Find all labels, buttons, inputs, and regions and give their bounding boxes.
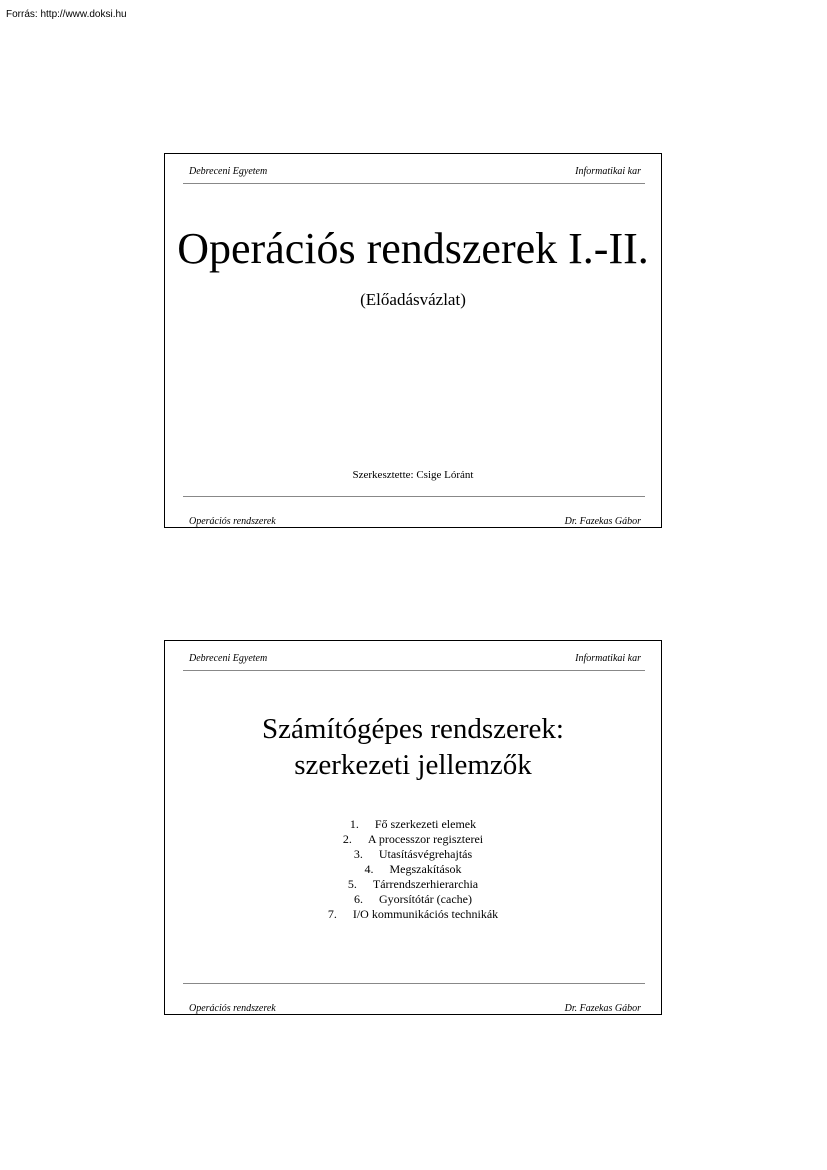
slide-subtitle: (Előadásvázlat) xyxy=(360,290,466,309)
header-faculty: Informatikai kar xyxy=(575,166,641,177)
slide-title: Operációs rendszerek I.-II. xyxy=(177,224,649,273)
footer-course: Operációs rendszerek xyxy=(189,1003,276,1014)
slide-title xyxy=(165,711,661,783)
header-divider xyxy=(183,183,645,184)
header-divider xyxy=(183,670,645,671)
list-item: 5. Tárrendszerhierarchia xyxy=(347,877,479,891)
header-faculty: Informatikai kar xyxy=(575,653,641,664)
list-item: 6. Gyorsítótár (cache) xyxy=(354,892,472,906)
list-item: 4. Megszakítások xyxy=(364,862,462,876)
header-university: Debreceni Egyetem xyxy=(189,166,268,177)
footer-author: Dr. Fazekas Gábor xyxy=(564,516,641,527)
source-note: Forrás: http://www.doksi.hu xyxy=(6,9,127,20)
table-of-contents xyxy=(165,817,661,922)
slide-title-line-1: Számítógépes rendszerek: xyxy=(262,713,564,745)
header-university: Debreceni Egyetem xyxy=(189,653,268,664)
list-item: 3. Utasításvégrehajtás xyxy=(353,847,473,861)
footer-author: Dr. Fazekas Gábor xyxy=(564,1003,641,1014)
list-item: 1. Fő szerkezeti elemek xyxy=(349,817,477,831)
editor-credit: Szerkesztette: Csige Lóránt xyxy=(352,469,474,481)
slide-title-page xyxy=(164,153,662,528)
footer-divider xyxy=(183,983,645,984)
slide-contents xyxy=(164,640,662,1015)
slide-title-line-2: szerkezeti jellemzők xyxy=(294,749,532,781)
footer-course: Operációs rendszerek xyxy=(189,516,276,527)
footer-divider xyxy=(183,496,645,497)
list-item: 2. A processzor regiszterei xyxy=(342,832,484,846)
list-item: 7. I/O kommunikációs technikák xyxy=(327,907,499,921)
